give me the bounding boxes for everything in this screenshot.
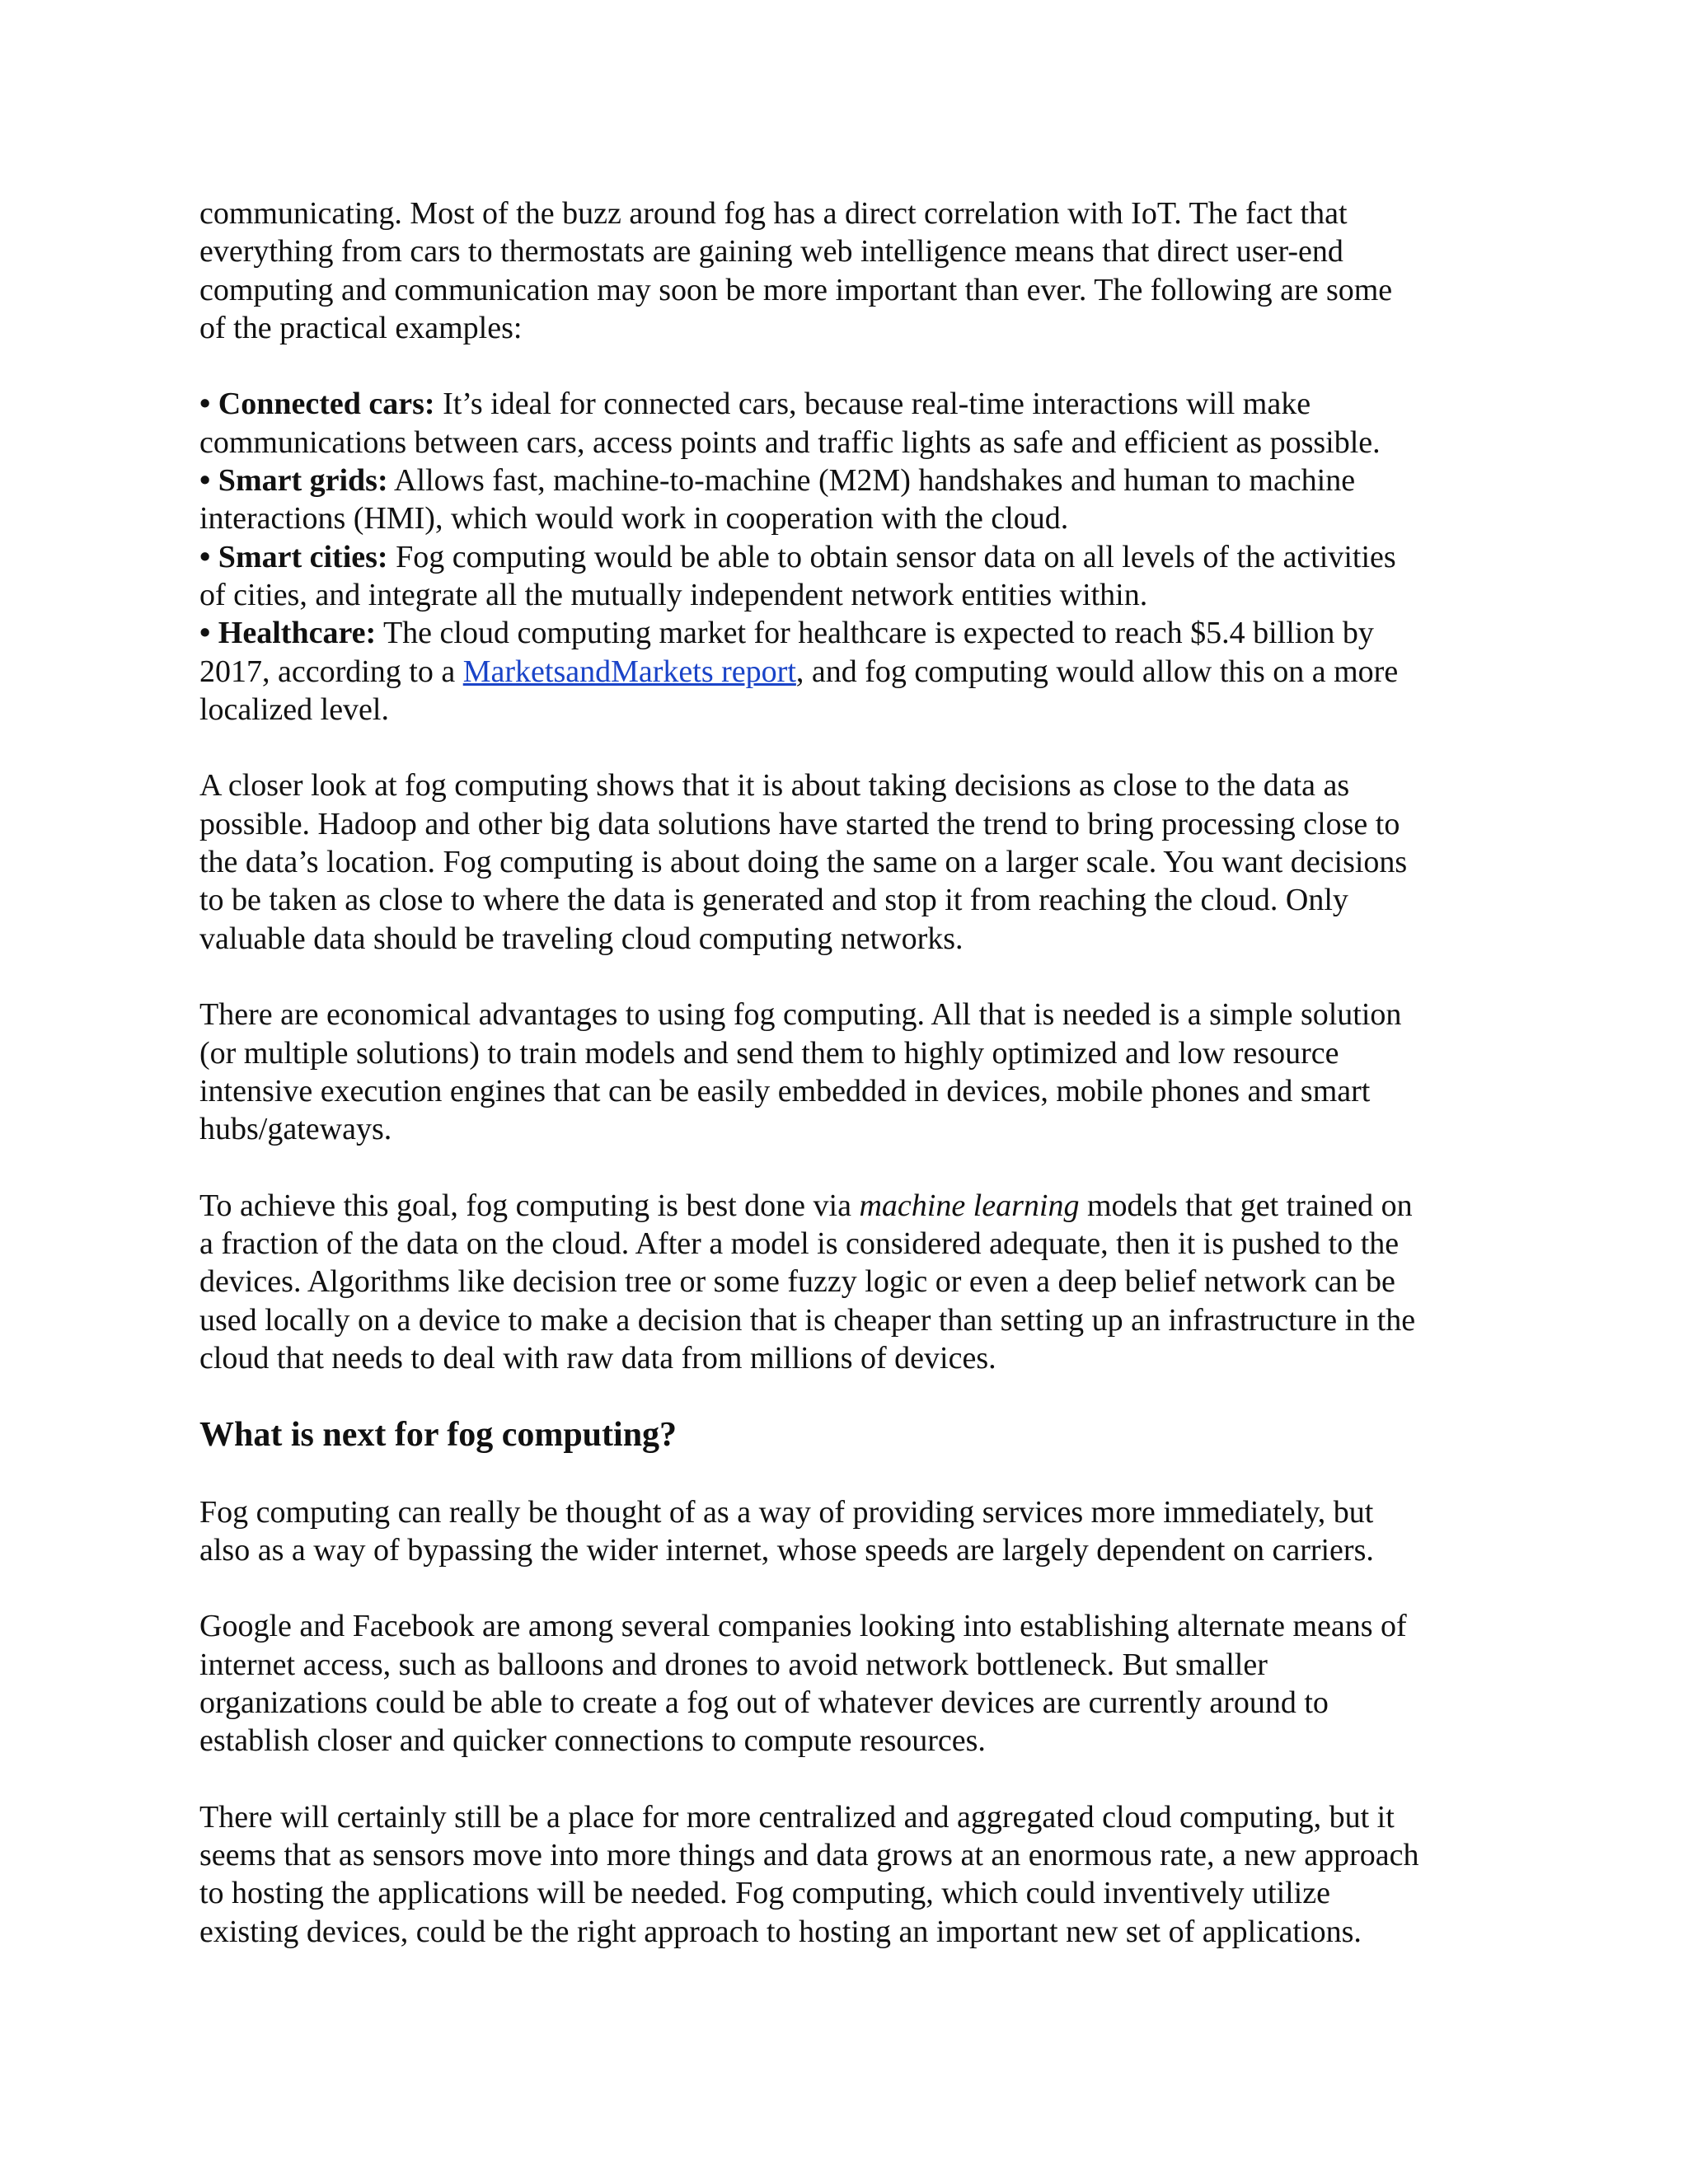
emphasis-text: machine learning [859,1188,1080,1223]
intro-paragraph [199,194,1502,347]
text-line: used locally on a device to make a decision that is cheaper than setting up an infrastructure in the [199,1302,1416,1338]
text-line: establish closer and quicker connections to compute resources. [199,1723,986,1759]
google-facebook-paragraph [199,1607,1502,1760]
text-line: organizations could be able to create a fog out of whatever devices are currently around to [199,1685,1329,1720]
bullet-continuation [199,653,1502,691]
bullet-label: • Connected cars: [199,387,435,422]
bullet-continuation: interactions (HMI), which would work in cooperation with the cloud. [199,501,1069,537]
examples-bullet-list [199,385,1502,729]
bullet-connected-cars [199,385,1502,423]
bullet-text: , and fog computing would allow this on a more [795,654,1399,689]
bullet-text: The cloud computing market for healthcare is expected to reach $5.4 billion by [376,616,1374,651]
text-line: internet access, such as balloons and drones to avoid network bottleneck. But smaller [199,1647,1268,1682]
bullet-label: • Smart grids: [199,463,388,499]
bullet-healthcare [199,614,1502,652]
closer-look-paragraph [199,766,1502,957]
bullet-label: • Smart cities: [199,539,388,574]
bullet-continuation: of cities, and integrate all the mutually independent network entities within. [199,577,1148,612]
text-run: To achieve this goal, fog computing is best done via [199,1188,860,1223]
marketsandmarkets-report-link[interactable]: MarketsandMarkets report [462,654,796,689]
text-line: also as a way of bypassing the wider internet, whose speeds are largely dependent on carriers. [199,1532,1374,1568]
bullet-text: It’s ideal for connected cars, because real-time interactions will make [434,387,1311,422]
bullet-continuation: communications between cars, access points and traffic lights as safe and efficient as possible. [199,424,1381,460]
text-line: everything from cars to thermostats are gaining web intelligence means that direct user-end [199,234,1343,269]
text-line: devices. Algorithms like decision tree or some fuzzy logic or even a deep belief network can be [199,1264,1395,1300]
bullet-continuation: localized level. [199,691,389,727]
text-line: existing devices, could be the right approach to hosting an important new set of applications. [199,1914,1362,1949]
text-line: A closer look at fog computing shows that it is about taking decisions as close to the data as [199,768,1350,804]
text-line: intensive execution engines that can be easily embedded in devices, mobile phones and smart [199,1073,1371,1108]
text-line: Fog computing can really be thought of as a way of providing services more immediately, but [199,1494,1374,1530]
text-line: valuable data should be traveling cloud computing networks. [199,921,964,956]
bullet-text: Allows fast, machine-to-machine (M2M) handshakes and human to machine [387,463,1356,499]
bullet-text: 2017, according to a [199,654,463,689]
text-run: models that get trained on [1079,1188,1413,1223]
text-line: to hosting the applications will be needed. Fog computing, which could inventively utilize [199,1876,1330,1911]
text-line: cloud that needs to deal with raw data from millions of devices. [199,1340,996,1376]
economical-advantages-paragraph [199,996,1502,1148]
document-body [199,194,1502,1989]
text-line: communicating. Most of the buzz around fog has a direct correlation with IoT. The fact that [199,196,1348,231]
text-line: There will certainly still be a place for more centralized and aggregated cloud computing, but it [199,1799,1395,1835]
text-line: the data’s location. Fog computing is about doing the same on a larger scale. You want decisions [199,845,1408,880]
achieve-goal-paragraph [199,1187,1502,1377]
conclusion-paragraph [199,1798,1502,1951]
text-line: There are economical advantages to using fog computing. All that is needed is a simple solution [199,997,1402,1033]
text-line: hubs/gateways. [199,1112,392,1147]
text-line: (or multiple solutions) to train models and send them to highly optimized and low resource [199,1035,1339,1071]
bullet-text: Fog computing would be able to obtain sensor data on all levels of the activities [387,539,1396,574]
text-line: a fraction of the data on the cloud. After a model is considered adequate, then it is pushed to the [199,1226,1400,1262]
text-line: computing and communication may soon be more important than ever. The following are some [199,272,1393,307]
text-line: of the practical examples: [199,310,523,345]
text-line: possible. Hadoop and other big data solutions have started the trend to bring processing close to [199,806,1400,841]
text-line: Google and Facebook are among several companies looking into establishing alternate means of [199,1609,1407,1644]
section-heading: What is next for fog computing? [199,1415,678,1454]
whats-next-paragraph [199,1493,1502,1570]
bullet-smart-cities [199,538,1502,576]
text-line: seems that as sensors move into more things and data grows at an enormous rate, a new approach [199,1838,1419,1873]
text-line: to be taken as close to where the data is generated and stop it from reaching the cloud. Only [199,883,1348,918]
bullet-label: • Healthcare: [199,616,377,651]
text-line [199,1187,1502,1225]
bullet-smart-grids [199,462,1502,499]
